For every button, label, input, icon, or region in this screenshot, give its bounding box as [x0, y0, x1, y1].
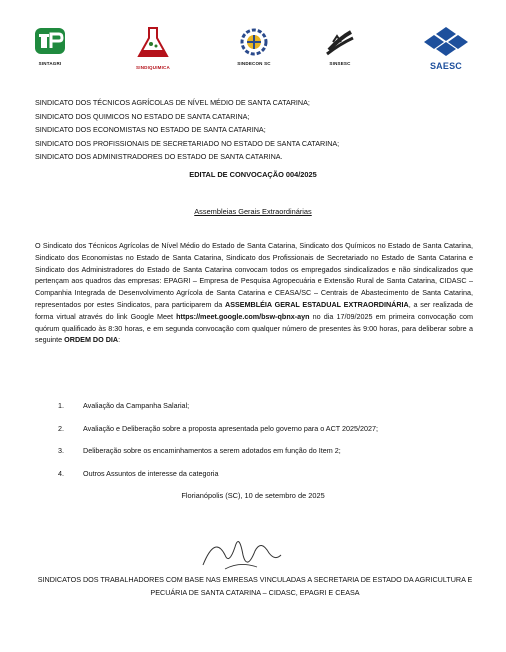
convocation-paragraph	[35, 240, 473, 346]
union-line: SINDICATO DOS TÉCNICOS AGRÍCOLAS DE NÍVEL MÉDIO DE SANTA CATARINA;	[35, 98, 310, 107]
agenda-item	[58, 424, 478, 447]
union-line: SINDICATO DOS PROFISSIONAIS DE SECRETARIADO NO ESTADO DE SANTA CATARINA;	[35, 138, 340, 148]
assembly-title: Assembleias Gerais Extraordinárias	[194, 207, 312, 216]
saesc-caption: SAESC	[429, 61, 462, 71]
sindiquimica-logo	[130, 26, 176, 70]
signature	[195, 525, 285, 580]
edital-title: EDITAL DE CONVOCAÇÃO 004/2025	[189, 170, 317, 179]
agenda-label: ORDEM DO DIA	[64, 335, 119, 345]
sinsesc-caption: SINSESC	[329, 61, 351, 66]
unions-list	[35, 96, 475, 164]
sindecon-logo	[234, 28, 274, 66]
agenda-text: Avaliação da Campanha Salarial;	[83, 401, 190, 410]
agenda-list	[58, 401, 478, 491]
paragraph-text: no dia 17/09/2025 em primeira convocação com quórum qualificado às 8:30 horas, e em segunda convocação com qualquer número de presentes às 9:00 horas, para deliberar sobre a seguinte	[35, 311, 473, 345]
agenda-text: Deliberação sobre os encaminhamentos a serem adotados em função do Item 2;	[83, 446, 341, 456]
agenda-number: 4.	[58, 468, 64, 478]
agenda-number: 3.	[58, 446, 64, 456]
date-line: Florianópolis (SC), 10 de setembro de 2025	[181, 491, 325, 500]
saesc-logo	[418, 26, 474, 71]
paragraph-text: :	[118, 335, 121, 345]
paragraph-text: O Sindicato dos Técnicos Agrícolas de Nível Médio do Estado de Santa Catarina, Sindicato dos Químicos no Estado de Santa Catarina, Sindicato dos Economistas no Estado de Santa Catarina, Sindicato dos Profissionais de Secretariado no Estado de Santa Catarina e Sindicato dos Administradores do Estado de Santa Catarina convocam todos os empregados sindicalizados e não sindicalizados que pertençam aos quadros das empresas: EPAGRI – Empresa de Pesquisa Agropecuária e Extensão Rural de Santa Catarina, CIDASC – Companhia Integrada de Desenvolvimento Agrícola de Santa Catarina e CEASA/SC – Centrais de Abastecimento de Santa Catarina, representados por estes Sindicatos, para participarem da	[35, 241, 473, 309]
agenda-number: 2.	[58, 423, 64, 433]
union-line: SINDICATO DOS QUIMICOS NO ESTADO DE SANTA CATARINA;	[35, 111, 250, 121]
agenda-item	[58, 401, 478, 424]
sinsesc-logo	[320, 28, 360, 66]
sintagri-caption: SINTAGRI	[38, 61, 62, 66]
footer-signatories: SINDICATOS DOS TRABALHADORES COM BASE NAS EMRESAS VINCULADAS A SECRETARIA DE ESTADO DA AGRICULTURA E PECUÁRIA DE SANTA CATARINA – CIDASC, EPAGRI E CEASA	[37, 575, 473, 597]
assembly-name: ASSEMBLÉIA GERAL ESTADUAL EXTRAORDINÁRIA	[225, 299, 409, 309]
paragraph-text: , a ser realizada de forma virtual através do link Google Meet	[35, 299, 473, 321]
agenda-number: 1.	[58, 401, 64, 410]
union-line: SINDICATO DOS ECONOMISTAS NO ESTADO DE SANTA CATARINA;	[35, 125, 266, 134]
agenda-item	[58, 446, 478, 469]
agenda-text: Outros Assuntos de interesse da categoria	[83, 468, 219, 478]
agenda-text: Avaliação e Deliberação sobre a proposta apresentada pelo governo para o ACT 2025/2027;	[83, 423, 379, 433]
sindecon-caption: SINDECON SC	[237, 61, 271, 66]
meet-link[interactable]: https://meet.google.com/bsw-qbnx-ayn	[176, 311, 310, 321]
sindiquimica-caption: SINDIQUIMICA	[136, 65, 170, 70]
sintagri-logo	[30, 26, 70, 66]
union-line: SINDICATO DOS ADMINISTRADORES DO ESTADO DE SANTA CATARINA.	[35, 152, 283, 161]
agenda-item	[58, 469, 478, 492]
logo-bar	[0, 26, 506, 76]
